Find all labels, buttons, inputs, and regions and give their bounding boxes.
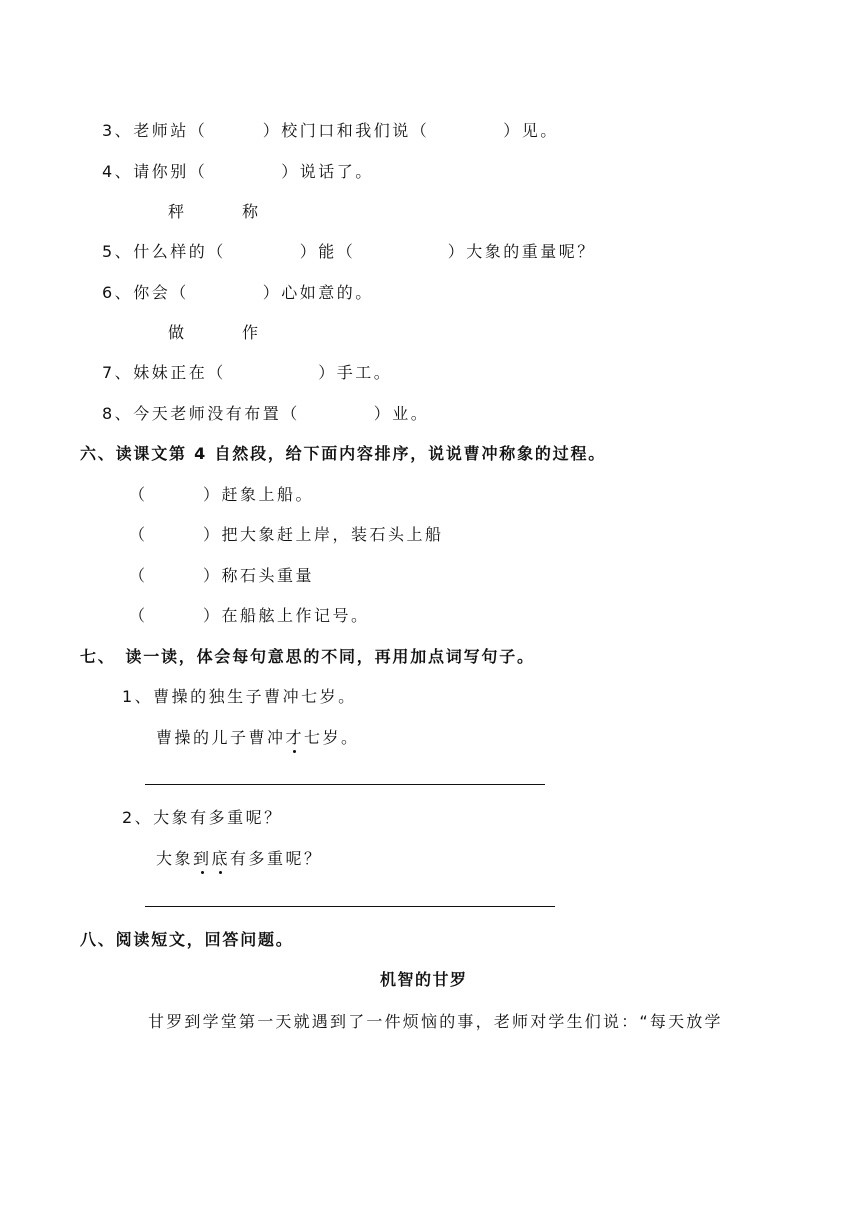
order-item-2: （ ）把大象赶上岸，装石头上船 bbox=[129, 525, 444, 544]
word-choice-cheng: 秤 称 bbox=[168, 202, 261, 221]
sentence-1: 1、曹操的独生子曹冲七岁。 bbox=[122, 687, 357, 706]
answer-line-1[interactable] bbox=[145, 784, 545, 785]
passage-title: 机智的甘罗 bbox=[380, 970, 468, 989]
question-5: 5、什么样的（ ）能（ ）大象的重量呢？ bbox=[102, 242, 596, 261]
passage-paragraph: 甘罗到学堂第一天就遇到了一件烦恼的事，老师对学生们说：“每天放学 bbox=[148, 1012, 723, 1031]
question-3: 3、老师站（ ）校门口和我们说（ ）见。 bbox=[102, 121, 559, 140]
emphasis-dot-word: 底 bbox=[211, 849, 231, 868]
question-6: 6、你会（ ）心如意的。 bbox=[102, 283, 374, 302]
question-8: 8、今天老师没有布置（ ）业。 bbox=[102, 404, 430, 423]
order-item-4: （ ）在船舷上作记号。 bbox=[129, 606, 370, 625]
emphasis-dot-word: 到 bbox=[193, 849, 212, 868]
question-4: 4、请你别（ ）说话了。 bbox=[102, 162, 374, 181]
sentence-2-variant: 大象到底有多重呢？ bbox=[156, 849, 323, 868]
order-item-3: （ ）称石头重量 bbox=[129, 566, 315, 585]
sentence-1-variant: 曹操的儿子曹冲才七岁。 bbox=[156, 728, 360, 747]
answer-line-2[interactable] bbox=[145, 906, 555, 907]
order-item-1: （ ）赶象上船。 bbox=[129, 485, 315, 504]
emphasis-dot-word: 才 bbox=[285, 728, 305, 747]
section-8-heading: 八、阅读短文，回答问题。 bbox=[80, 930, 294, 949]
section-6-heading: 六、读课文第 4 自然段，给下面内容排序，说说曹冲称象的过程。 bbox=[80, 444, 607, 463]
word-choice-zuo: 做 作 bbox=[168, 323, 261, 342]
question-7: 7、妹妹正在（ ）手工。 bbox=[102, 363, 393, 382]
sentence-2: 2、大象有多重呢？ bbox=[122, 808, 283, 827]
section-7-heading: 七、 读一读，体会每句意思的不同，再用加点词写句子。 bbox=[80, 647, 535, 666]
